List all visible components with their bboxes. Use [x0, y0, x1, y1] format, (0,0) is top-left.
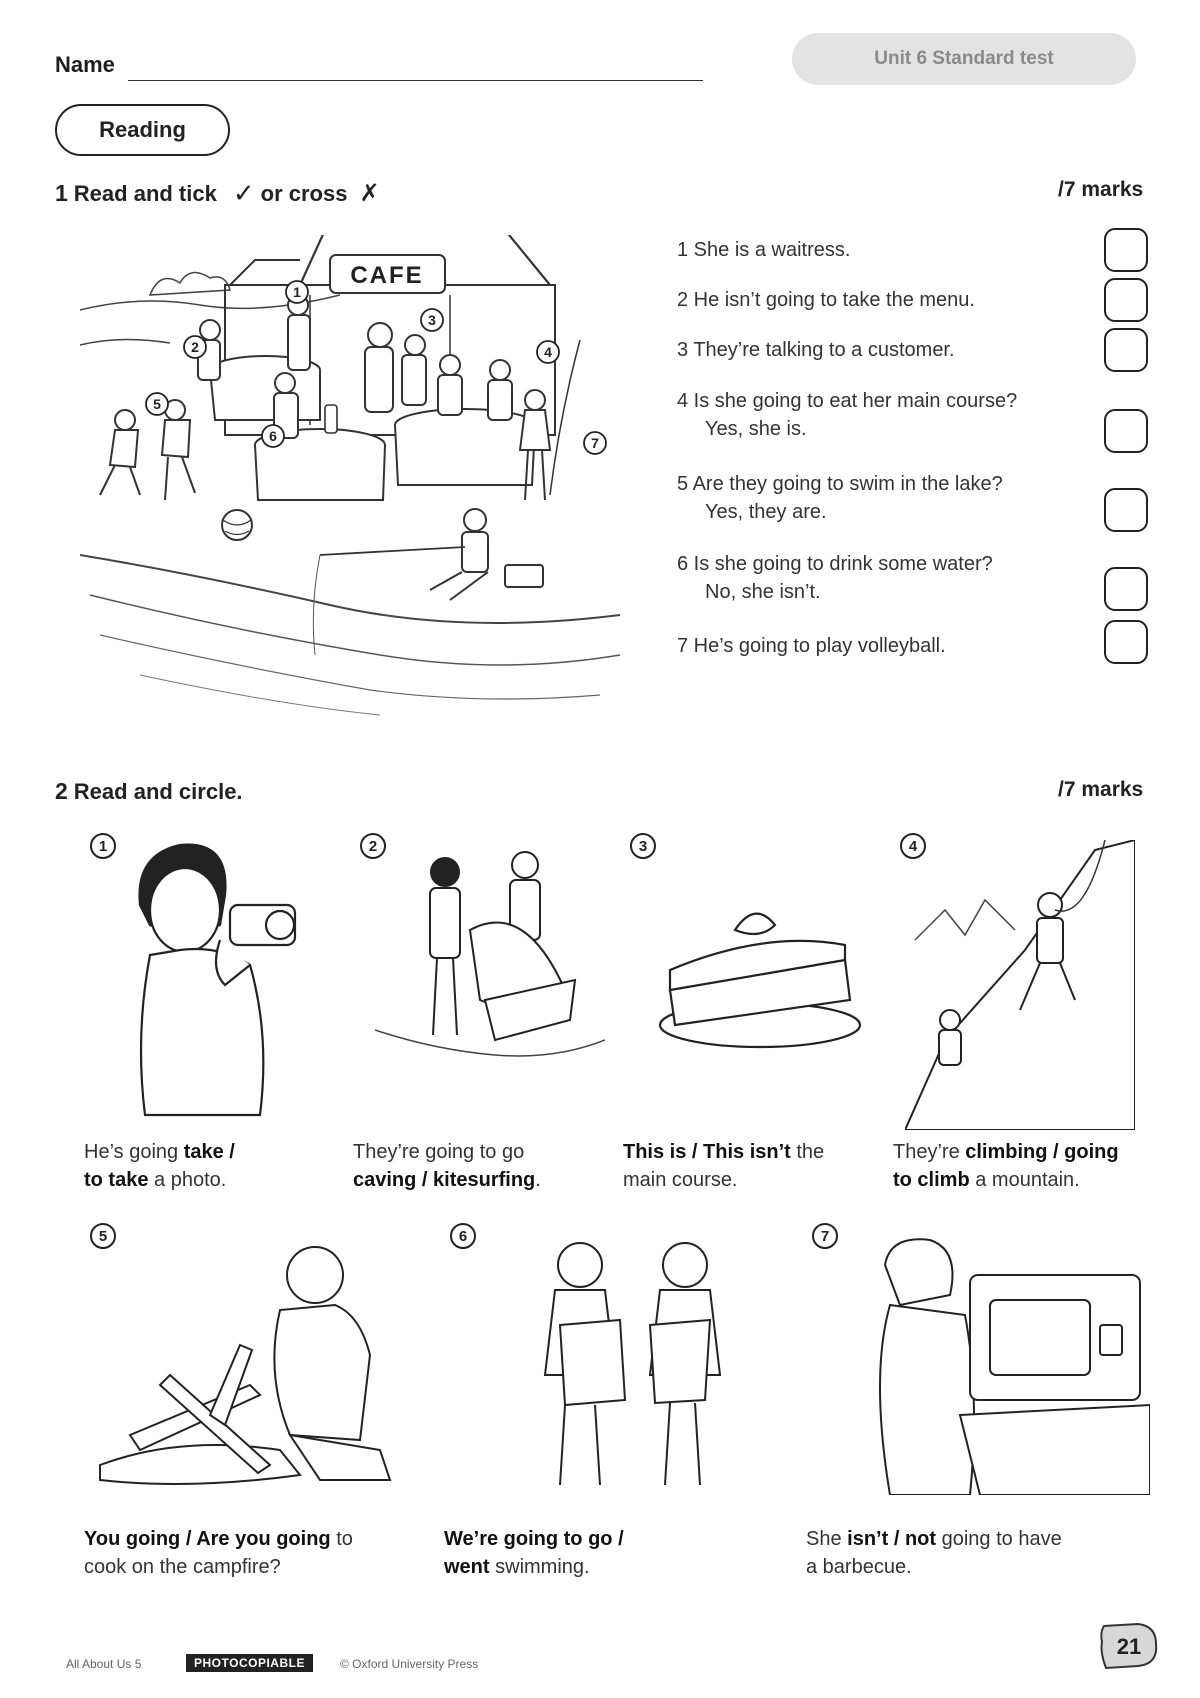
caption-part: climbing / going: [965, 1141, 1119, 1163]
footer-publisher: © Oxford University Press: [340, 1657, 479, 1671]
scene-label-1: 1: [293, 284, 301, 300]
caption-part: We’re going to go /: [444, 1528, 624, 1550]
item-number-7: 7: [812, 1223, 838, 1249]
caption-part: the: [790, 1141, 825, 1163]
caption-part: to climb: [893, 1169, 970, 1191]
footer-book-title: All About Us 5: [66, 1657, 142, 1671]
caption-part: take /: [183, 1141, 235, 1163]
section2-number: 2: [55, 778, 68, 804]
scene-label-7: 7: [591, 435, 599, 451]
caption-part: going to have: [936, 1528, 1062, 1550]
mountain-climbing-illustration: [905, 840, 1135, 1130]
item-number-2: 2: [360, 833, 386, 859]
answer-box-6[interactable]: [1104, 567, 1148, 611]
section-pill-reading: Reading: [55, 104, 230, 156]
answer-box-3[interactable]: [1104, 328, 1148, 372]
tick-icon: ✓: [232, 178, 255, 208]
unit-title-badge: Unit 6 Standard test: [792, 33, 1136, 85]
answer-box-1[interactable]: [1104, 228, 1148, 272]
section1-marks: /7 marks: [1058, 178, 1144, 201]
question-6: 6 Is she going to drink some water? No, she isn’t.: [677, 550, 993, 606]
question-4-answer: Yes, she is.: [705, 418, 807, 440]
campfire-illustration: [90, 1235, 430, 1495]
cafe-sign: CAFE: [350, 262, 424, 289]
section2-instruction: Read and circle.: [73, 778, 243, 804]
caption-6: [444, 1525, 764, 1581]
caption-7: [806, 1525, 1146, 1581]
kitesurfing-illustration: [375, 850, 605, 1070]
answer-box-2[interactable]: [1104, 278, 1148, 322]
answer-box-4[interactable]: [1104, 409, 1148, 453]
caption-part: swimming.: [489, 1556, 590, 1578]
section2-heading: [55, 778, 243, 805]
caption-part: a mountain.: [969, 1169, 1080, 1191]
scene-label-2: 2: [191, 339, 199, 355]
scene-label-5: 5: [153, 396, 161, 412]
question-1: 1 She is a waitress.: [677, 239, 851, 261]
scene-label-3: 3: [428, 312, 436, 328]
question-6-answer: No, she isn’t.: [705, 581, 821, 603]
caption-1: [84, 1138, 344, 1194]
question-4: 4 Is she going to eat her main course? Yes, she is.: [677, 387, 1017, 443]
answer-box-5[interactable]: [1104, 488, 1148, 532]
question-7: 7 He’s going to play volleyball.: [677, 635, 946, 657]
section2-marks: /7 marks: [1058, 778, 1144, 801]
cross-icon: ✗: [359, 180, 380, 207]
caption-part: a photo.: [148, 1169, 227, 1191]
item-number-4: 4: [900, 833, 926, 859]
item-number-6: 6: [450, 1223, 476, 1249]
question-5-answer: Yes, they are.: [705, 501, 827, 523]
caption-part: cook on the campfire?: [84, 1556, 281, 1578]
item-number-3: 3: [630, 833, 656, 859]
cake-illustration: [655, 900, 865, 1050]
boy-taking-photo-illustration: [120, 835, 320, 1125]
question-2: 2 He isn’t going to take the menu.: [677, 289, 975, 311]
caption-part: main course.: [623, 1169, 738, 1191]
caption-part: This is / This isn’t: [623, 1141, 791, 1163]
caption-part: a barbecue.: [806, 1556, 912, 1578]
caption-part: to take: [84, 1169, 149, 1191]
caption-5: [84, 1525, 424, 1581]
page-number-badge: [1098, 1622, 1160, 1670]
scene-label-6: 6: [269, 428, 277, 444]
answer-box-7[interactable]: [1104, 620, 1148, 664]
scene-label-4: 4: [544, 344, 552, 360]
name-writing-line[interactable]: [128, 80, 703, 81]
caption-part: They’re going to go: [353, 1141, 525, 1163]
page-number: 21: [1116, 1634, 1142, 1659]
caption-part: She: [806, 1528, 848, 1550]
photocopiable-badge: PHOTOCOPIABLE: [186, 1654, 313, 1672]
section1-number: 1: [55, 180, 68, 206]
caption-part: You going / Are you going: [84, 1528, 331, 1550]
caption-part: They’re: [893, 1141, 966, 1163]
caption-4: [893, 1138, 1153, 1194]
beach-cafe-illustration: [80, 235, 650, 725]
caption-part: He’s going: [84, 1141, 184, 1163]
girl-using-oven-illustration: [830, 1235, 1150, 1495]
caption-part: caving / kitesurfing: [353, 1169, 536, 1191]
caption-part: went: [444, 1556, 490, 1578]
girls-after-swimming-illustration: [520, 1235, 760, 1495]
caption-part: isn’t / not: [847, 1528, 937, 1550]
section1-instruction-b: or cross: [260, 180, 348, 206]
section1-instruction-a: Read and tick: [73, 180, 217, 206]
caption-part: .: [535, 1169, 541, 1191]
question-3: 3 They’re talking to a customer.: [677, 339, 955, 361]
name-label: Name: [55, 52, 115, 77]
item-number-5: 5: [90, 1223, 116, 1249]
question-5: 5 Are they going to swim in the lake? Yes, they are.: [677, 470, 1003, 526]
item-number-1: 1: [90, 833, 116, 859]
caption-2: [353, 1138, 613, 1194]
section1-heading: [55, 178, 380, 209]
caption-part: to: [330, 1528, 353, 1550]
caption-3: [623, 1138, 883, 1194]
